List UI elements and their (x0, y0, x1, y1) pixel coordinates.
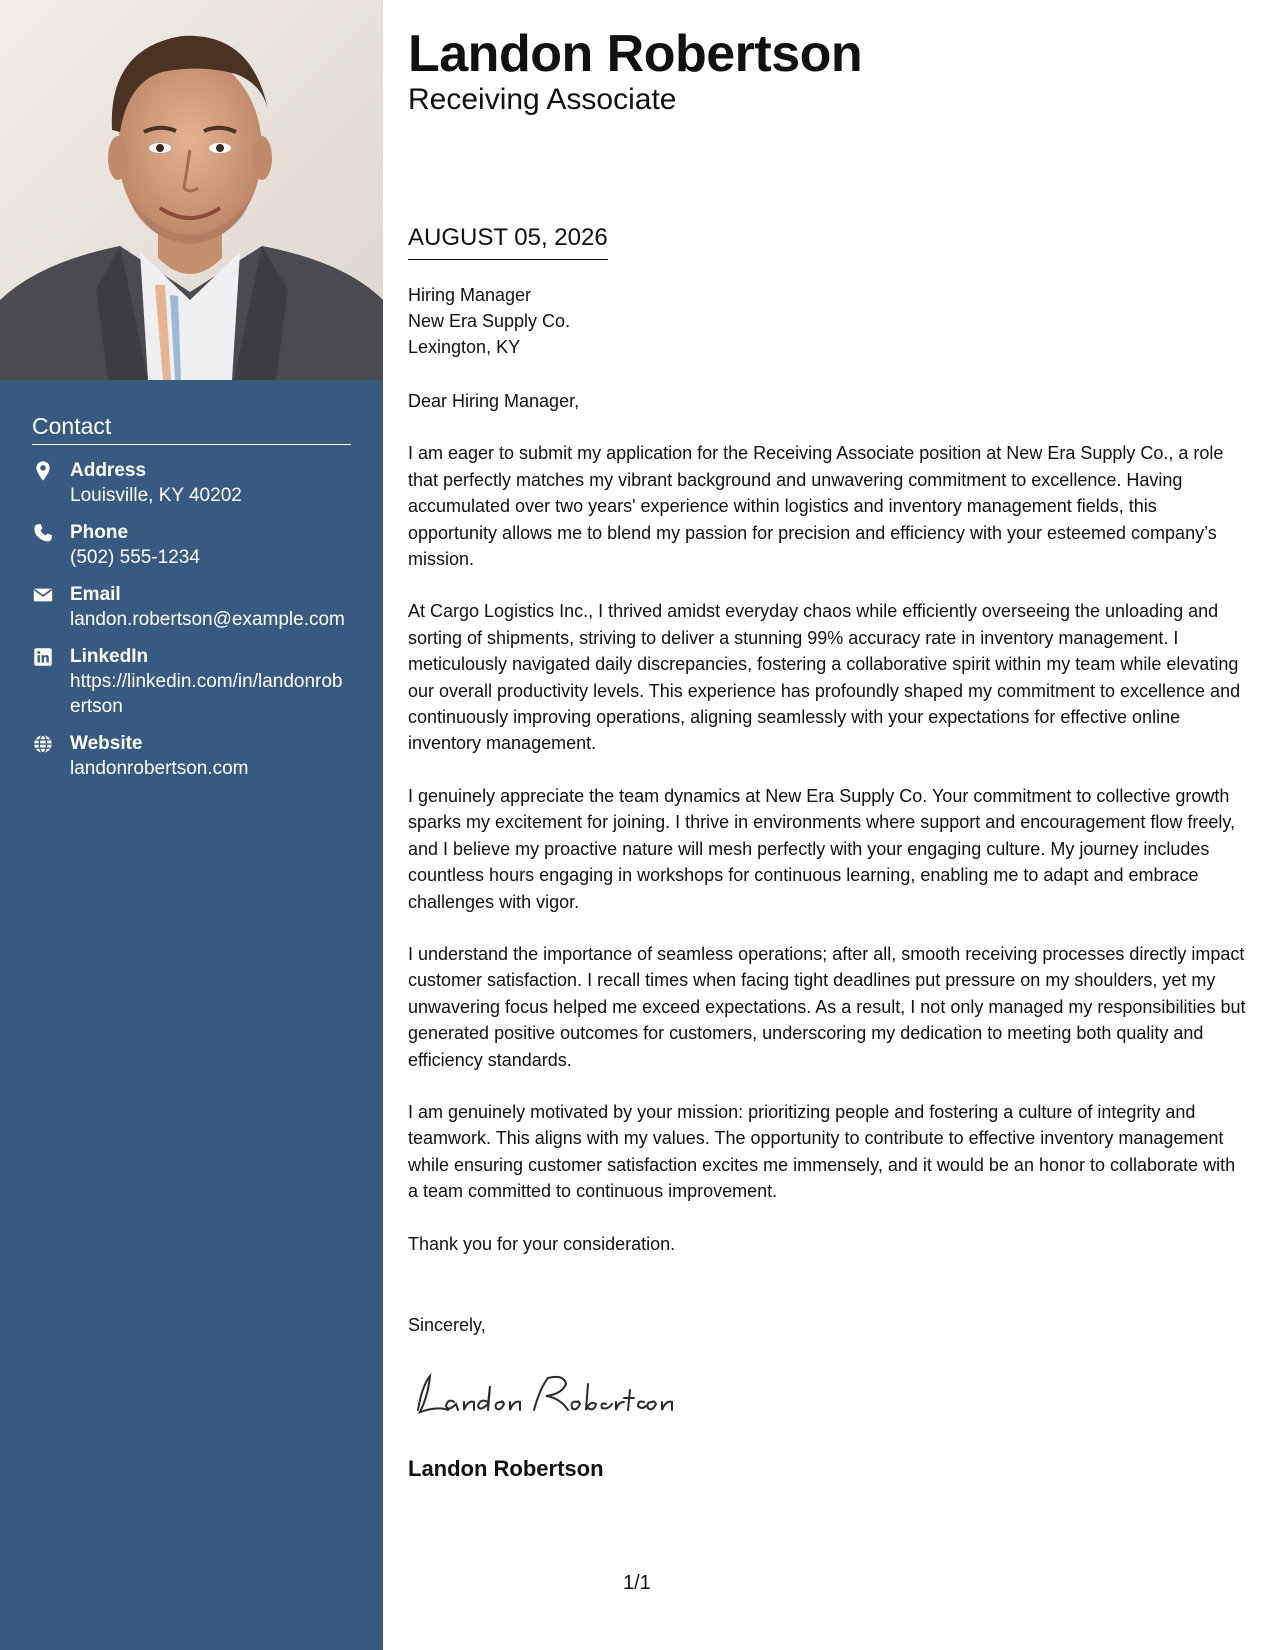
contact-label: Website (70, 733, 143, 754)
paragraph: I genuinely appreciate the team dynamics at New Era Supply Co. Your commitment to collective growth sparks my excitement for joining. I thrive in environments where support and encouragement flow freely, and I believe my proactive nature will mesh perfectly with your engaging culture. My journey includes countless hours engaging in workshops for continuous learning, enabling me to adapt and embrace challenges with vigor. (408, 785, 1236, 912)
paragraph: I am eager to submit my application for the Receiving Associate position at New Era Supply Co., a role that perfectly matches my vibrant background and unwavering commitment to excellence. Having accumulated over two years' experience within logistics and inventory management fields, this opportunity allows me to blend my passion for precision and efficiency with your esteemed company’s mission. (408, 443, 1224, 570)
paragraph: At Cargo Logistics Inc., I thrived amidst everyday chaos while efficiently overseeing the unloading and sorting of shipments, striving to deliver a stunning 99% accuracy rate in inventory management. I meticulously navigated daily discrepancies, fostering a collaborative spirit within my team while elevating our overall productivity levels. This experience has profoundly shaped my commitment to excellence and continuously improving operations, aligning seamlessly with your expectations for effective online inventory management. (408, 601, 1241, 754)
letter-body (408, 388, 1250, 1283)
map-pin-icon (32, 460, 54, 482)
linkedin-icon (32, 646, 54, 668)
linkedin-value[interactable]: https://linkedin.com/in/landonrobertson (70, 671, 343, 717)
contact-item-linkedin (32, 645, 351, 719)
phone-icon (32, 522, 54, 544)
paragraph: Thank you for your consideration. (408, 1233, 676, 1254)
globe-icon (32, 733, 54, 755)
recipient-title: Hiring Manager (408, 285, 532, 305)
paragraph: I understand the importance of seamless operations; after all, smooth receiving processes directly impact customer satisfaction. I recall times when facing tight deadlines put pressure on my shoulders, yet my unwavering focus helped me exceed expectations. As a result, I not only managed my responsibilities but generated positive outcomes for customers, underscoring my dedication to meeting both quality and efficiency standards. (408, 943, 1246, 1070)
phone-value: (502) 555-1234 (70, 547, 200, 568)
contact-label: Email (70, 584, 121, 605)
contact-label: Address (70, 460, 147, 481)
page-number: 1/1 (623, 1572, 651, 1594)
contact-heading: Contact (32, 412, 351, 445)
sidebar (0, 0, 383, 1650)
contact-section (32, 412, 351, 794)
recipient-company: New Era Supply Co. (408, 311, 571, 331)
email-value[interactable]: landon.robertson@example.com (70, 609, 345, 630)
profile-photo (0, 0, 383, 380)
website-value[interactable]: landonrobertson.com (70, 758, 249, 779)
signed-name: Landon Robertson (408, 1456, 604, 1481)
paragraph: I am genuinely motivated by your mission: prioritizing people and fostering a culture of integrity and teamwork. This aligns with my values. The opportunity to contribute to effective inventory management while ensuring customer satisfaction excites me immensely, and it would be an honor to collaborate with a team committed to continuous improvement. (408, 1101, 1236, 1202)
greeting: Dear Hiring Manager, (408, 391, 580, 411)
contact-item-website (32, 732, 351, 781)
address-value: Louisville, KY 40202 (70, 485, 242, 506)
letter-date: AUGUST 05, 2026 (408, 223, 608, 260)
applicant-name: Landon Robertson (408, 25, 863, 83)
contact-item-phone (32, 521, 351, 570)
contact-label: LinkedIn (70, 646, 149, 667)
job-title: Receiving Associate (408, 83, 677, 116)
handwritten-signature (408, 1366, 678, 1422)
contact-item-email (32, 583, 351, 632)
contact-label: Phone (70, 522, 129, 543)
contact-item-address (32, 459, 351, 508)
recipient-location: Lexington, KY (408, 337, 521, 357)
recipient-block (408, 282, 570, 360)
closing: Sincerely, (408, 1315, 486, 1335)
envelope-icon (32, 584, 54, 606)
